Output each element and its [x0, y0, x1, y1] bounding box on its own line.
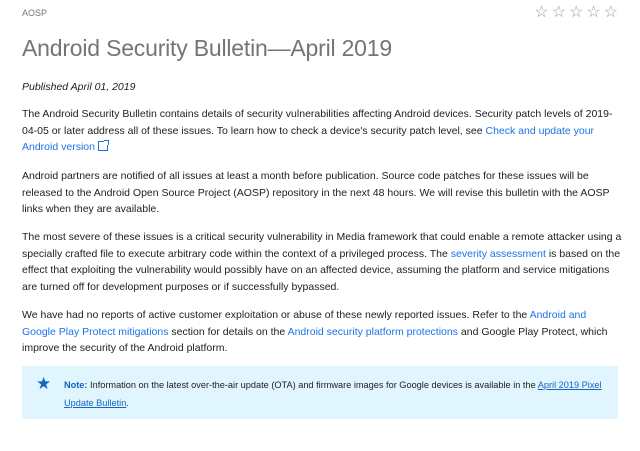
- rating-star-4-icon[interactable]: ☆: [586, 4, 601, 21]
- published-date: Published April 01, 2019: [22, 81, 136, 93]
- severity-assessment-link[interactable]: severity assessment: [450, 247, 546, 260]
- note-label: Note:: [64, 380, 88, 390]
- mitigations-text-3: and Google Play Protect, which improve the security of the Android platform.: [22, 325, 608, 354]
- star-rating[interactable]: [534, 4, 618, 22]
- note-end: .: [126, 398, 129, 408]
- severity-paragraph: [22, 229, 622, 295]
- mitigations-paragraph: [22, 307, 622, 357]
- check-update-link-text[interactable]: Check and update your Android version: [22, 124, 595, 153]
- pixel-bulletin-link[interactable]: April 2019 Pixel Update Bulletin: [64, 380, 602, 408]
- star-icon: ★: [36, 374, 52, 393]
- partners-paragraph: Android partners are notified of all issues at least a month before publication. Source code patches for these issues will be released to the Android Open Source Project (AOSP) repository in the next 48 hours. We will revise this bulletin with the AOSP links when they are available.: [22, 170, 610, 215]
- rating-star-3-icon[interactable]: ☆: [568, 4, 584, 21]
- platform-protections-link[interactable]: Android security platform protections: [287, 325, 458, 338]
- mitigations-text-1: We have had no reports of active customer exploitation or abuse of these newly reported issues. Refer to the: [22, 309, 530, 321]
- rating-star-1-icon[interactable]: ☆: [534, 4, 549, 21]
- breadcrumb[interactable]: AOSP: [22, 8, 48, 18]
- note-box: [22, 366, 618, 419]
- note-text: Information on the latest over-the-air update (OTA) and firmware images for Google devices is available in the: [87, 380, 538, 390]
- intro-paragraph: [22, 106, 622, 156]
- intro-text: The Android Security Bulletin contains details of security vulnerabilities affecting Android devices. Security patch levels of 2019-04-05 or later address all of these issues. To learn how to check a device's security patch level, see: [22, 108, 613, 137]
- mitigations-link[interactable]: Android and Google Play Protect mitigations: [22, 309, 587, 338]
- severity-text-2: is based on the effect that exploiting the vulnerability would possibly have on an affected device, assuming the platform and service mitigations are turned off for development purposes or if successfully bypassed.: [22, 247, 621, 293]
- mitigations-text-2: section for details on the: [168, 325, 288, 338]
- severity-text-1: The most severe of these issues is a critical security vulnerability in Media framework that could enable a remote attacker using a specially crafted file to execute arbitrary code within the context of a privileged process. The: [22, 231, 622, 260]
- external-link-icon[interactable]: [98, 141, 108, 151]
- rating-star-5-icon[interactable]: ☆: [603, 4, 618, 21]
- rating-star-2-icon[interactable]: ☆: [551, 4, 566, 21]
- page-title: Android Security Bulletin—April 2019: [22, 35, 392, 61]
